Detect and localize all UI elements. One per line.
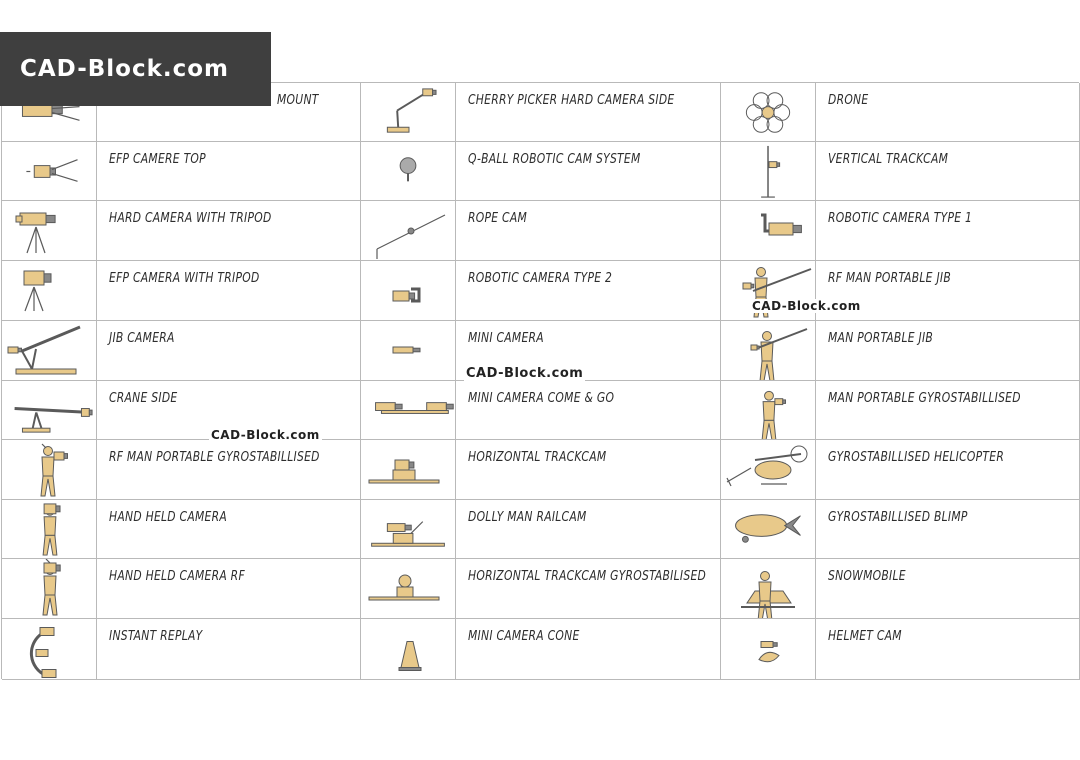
symbol-label-cell [456,381,721,440]
efp-camera-top-icon [2,142,97,201]
symbol-label-cell [816,381,1080,440]
symbol-label: MAN PORTABLE JIB [828,331,934,346]
symbol-label-cell [816,559,1080,619]
symbol-label: CHERRY PICKER HARD CAMERA SIDE [468,93,675,108]
dolly-railcam-icon [361,500,456,559]
vertical-trackcam-icon [721,142,816,201]
instant-replay-icon [2,619,97,680]
symbol-label: INSTANT REPLAY [109,629,203,644]
symbol-icon-cell [721,619,816,680]
symbol-label: HORIZONTAL TRACKCAM [468,450,607,465]
symbol-label-cell [816,201,1080,261]
symbol-icon-cell [2,619,97,680]
symbol-icon-cell [2,381,97,440]
symbol-icon-cell [361,201,456,261]
efp-camera-tripod-icon [2,261,97,321]
symbol-icon-cell [2,261,97,321]
symbol-label: HORIZONTAL TRACKCAM GYROSTABILISED [468,569,707,584]
trackcam-gyro-icon [361,559,456,619]
symbol-label: Q-BALL ROBOTIC CAM SYSTEM [468,152,641,167]
symbol-label: SNOWMOBILE [828,569,906,584]
symbol-label-cell [816,500,1080,559]
symbol-label: HAND HELD CAMERA [109,510,228,525]
jib-camera-icon [2,321,97,381]
symbol-icon-cell [2,142,97,201]
mini-camera-cone-icon [361,619,456,680]
snowmobile-icon [721,559,816,619]
symbol-icon-cell [721,201,816,261]
symbol-label: RF MAN PORTABLE GYROSTABILLISED [109,450,320,465]
symbol-label: EFP CAMERA WITH TRIPOD [109,271,260,286]
mini-camera-icon [361,321,456,381]
symbol-label: HARD CAMERA WITH TRIPOD [109,211,272,226]
robotic-camera-2-icon [361,261,456,321]
symbol-label-cell [456,440,721,500]
man-gyro-icon [721,381,816,440]
symbol-icon-cell [2,500,97,559]
symbol-icon-cell [721,440,816,500]
symbol-icon-cell [721,381,816,440]
symbol-label: EFP CAMERE TOP [109,152,206,167]
symbol-icon-cell [361,142,456,201]
horizontal-trackcam-icon [361,440,456,500]
symbol-icon-cell [721,500,816,559]
symbol-icon-cell [361,321,456,381]
q-ball-icon [361,142,456,201]
symbol-label-cell [456,201,721,261]
symbol-icon-cell [2,440,97,500]
symbol-label: MINI CAMERA [468,331,544,346]
symbol-label: GYROSTABILLISED HELICOPTER [828,450,1005,465]
crane-side-icon [2,381,97,440]
symbol-label: MOUNT [277,93,319,108]
symbol-label-cell [816,83,1080,142]
rope-cam-icon [361,201,456,261]
symbol-label-cell [97,440,361,500]
symbol-icon-cell [721,142,816,201]
symbol-icon-cell [2,559,97,619]
man-jib-icon [721,321,816,381]
symbol-icon-cell [721,83,816,142]
symbol-label-cell [816,619,1080,680]
symbol-label: ROPE CAM [468,211,528,226]
symbol-icon-cell [361,619,456,680]
symbol-label-cell [456,83,721,142]
symbol-label-cell [97,142,361,201]
symbol-label: JIB CAMERA [109,331,175,346]
mini-camera-come-go-icon [361,381,456,440]
symbol-label: HELMET CAM [828,629,902,644]
symbol-label: ROBOTIC CAMERA TYPE 2 [468,271,613,286]
symbol-label: DOLLY MAN RAILCAM [468,510,587,525]
blimp-icon [721,500,816,559]
drone-icon [721,83,816,142]
symbol-label-cell [97,619,361,680]
robotic-camera-1-icon [721,201,816,261]
hard-camera-tripod-icon [2,201,97,261]
symbol-label: MINI CAMERA CONE [468,629,580,644]
symbol-label: DRONE [828,93,869,108]
site-logo[interactable]: CAD-Block.com [0,32,271,106]
symbol-icon-cell [2,201,97,261]
watermark: CAD-Block.com [466,366,584,381]
symbol-icon-cell [361,500,456,559]
symbol-label-cell [97,201,361,261]
watermark: CAD-Block.com [211,428,320,442]
symbol-icon-cell [361,381,456,440]
symbol-icon-cell [361,83,456,142]
symbol-icon-cell [361,261,456,321]
symbol-label-cell [97,559,361,619]
symbol-label: ROBOTIC CAMERA TYPE 1 [828,211,973,226]
symbol-label: MINI CAMERA COME & GO [468,391,615,406]
symbol-label-cell [97,500,361,559]
symbol-label-cell [816,440,1080,500]
hand-held-rf-icon [2,559,97,619]
watermark: CAD-Block.com [752,299,861,313]
symbol-label: CRANE SIDE [109,391,178,406]
symbol-label-cell [456,559,721,619]
symbol-icon-cell [361,440,456,500]
symbol-label-cell [97,321,361,381]
symbol-label-cell [456,261,721,321]
rf-man-gyro-icon [2,440,97,500]
symbol-icon-cell [721,321,816,381]
helicopter-icon [721,440,816,500]
hand-held-camera-icon [2,500,97,559]
symbol-label-cell [816,321,1080,381]
symbol-label-cell [456,619,721,680]
symbol-icon-cell [721,559,816,619]
symbol-label-cell [456,142,721,201]
symbol-icon-cell [361,559,456,619]
symbol-label-cell [97,261,361,321]
symbol-label: VERTICAL TRACKCAM [828,152,949,167]
symbol-label: GYROSTABILLISED BLIMP [828,510,968,525]
cherry-picker-icon [361,83,456,142]
symbol-label: MAN PORTABLE GYROSTABILLISED [828,391,1021,406]
symbol-label: HAND HELD CAMERA RF [109,569,245,584]
symbol-icon-cell [2,321,97,381]
helmet-cam-icon [721,619,816,680]
symbol-label-cell [816,142,1080,201]
symbol-label-cell [456,500,721,559]
symbol-label: RF MAN PORTABLE JIB [828,271,952,286]
